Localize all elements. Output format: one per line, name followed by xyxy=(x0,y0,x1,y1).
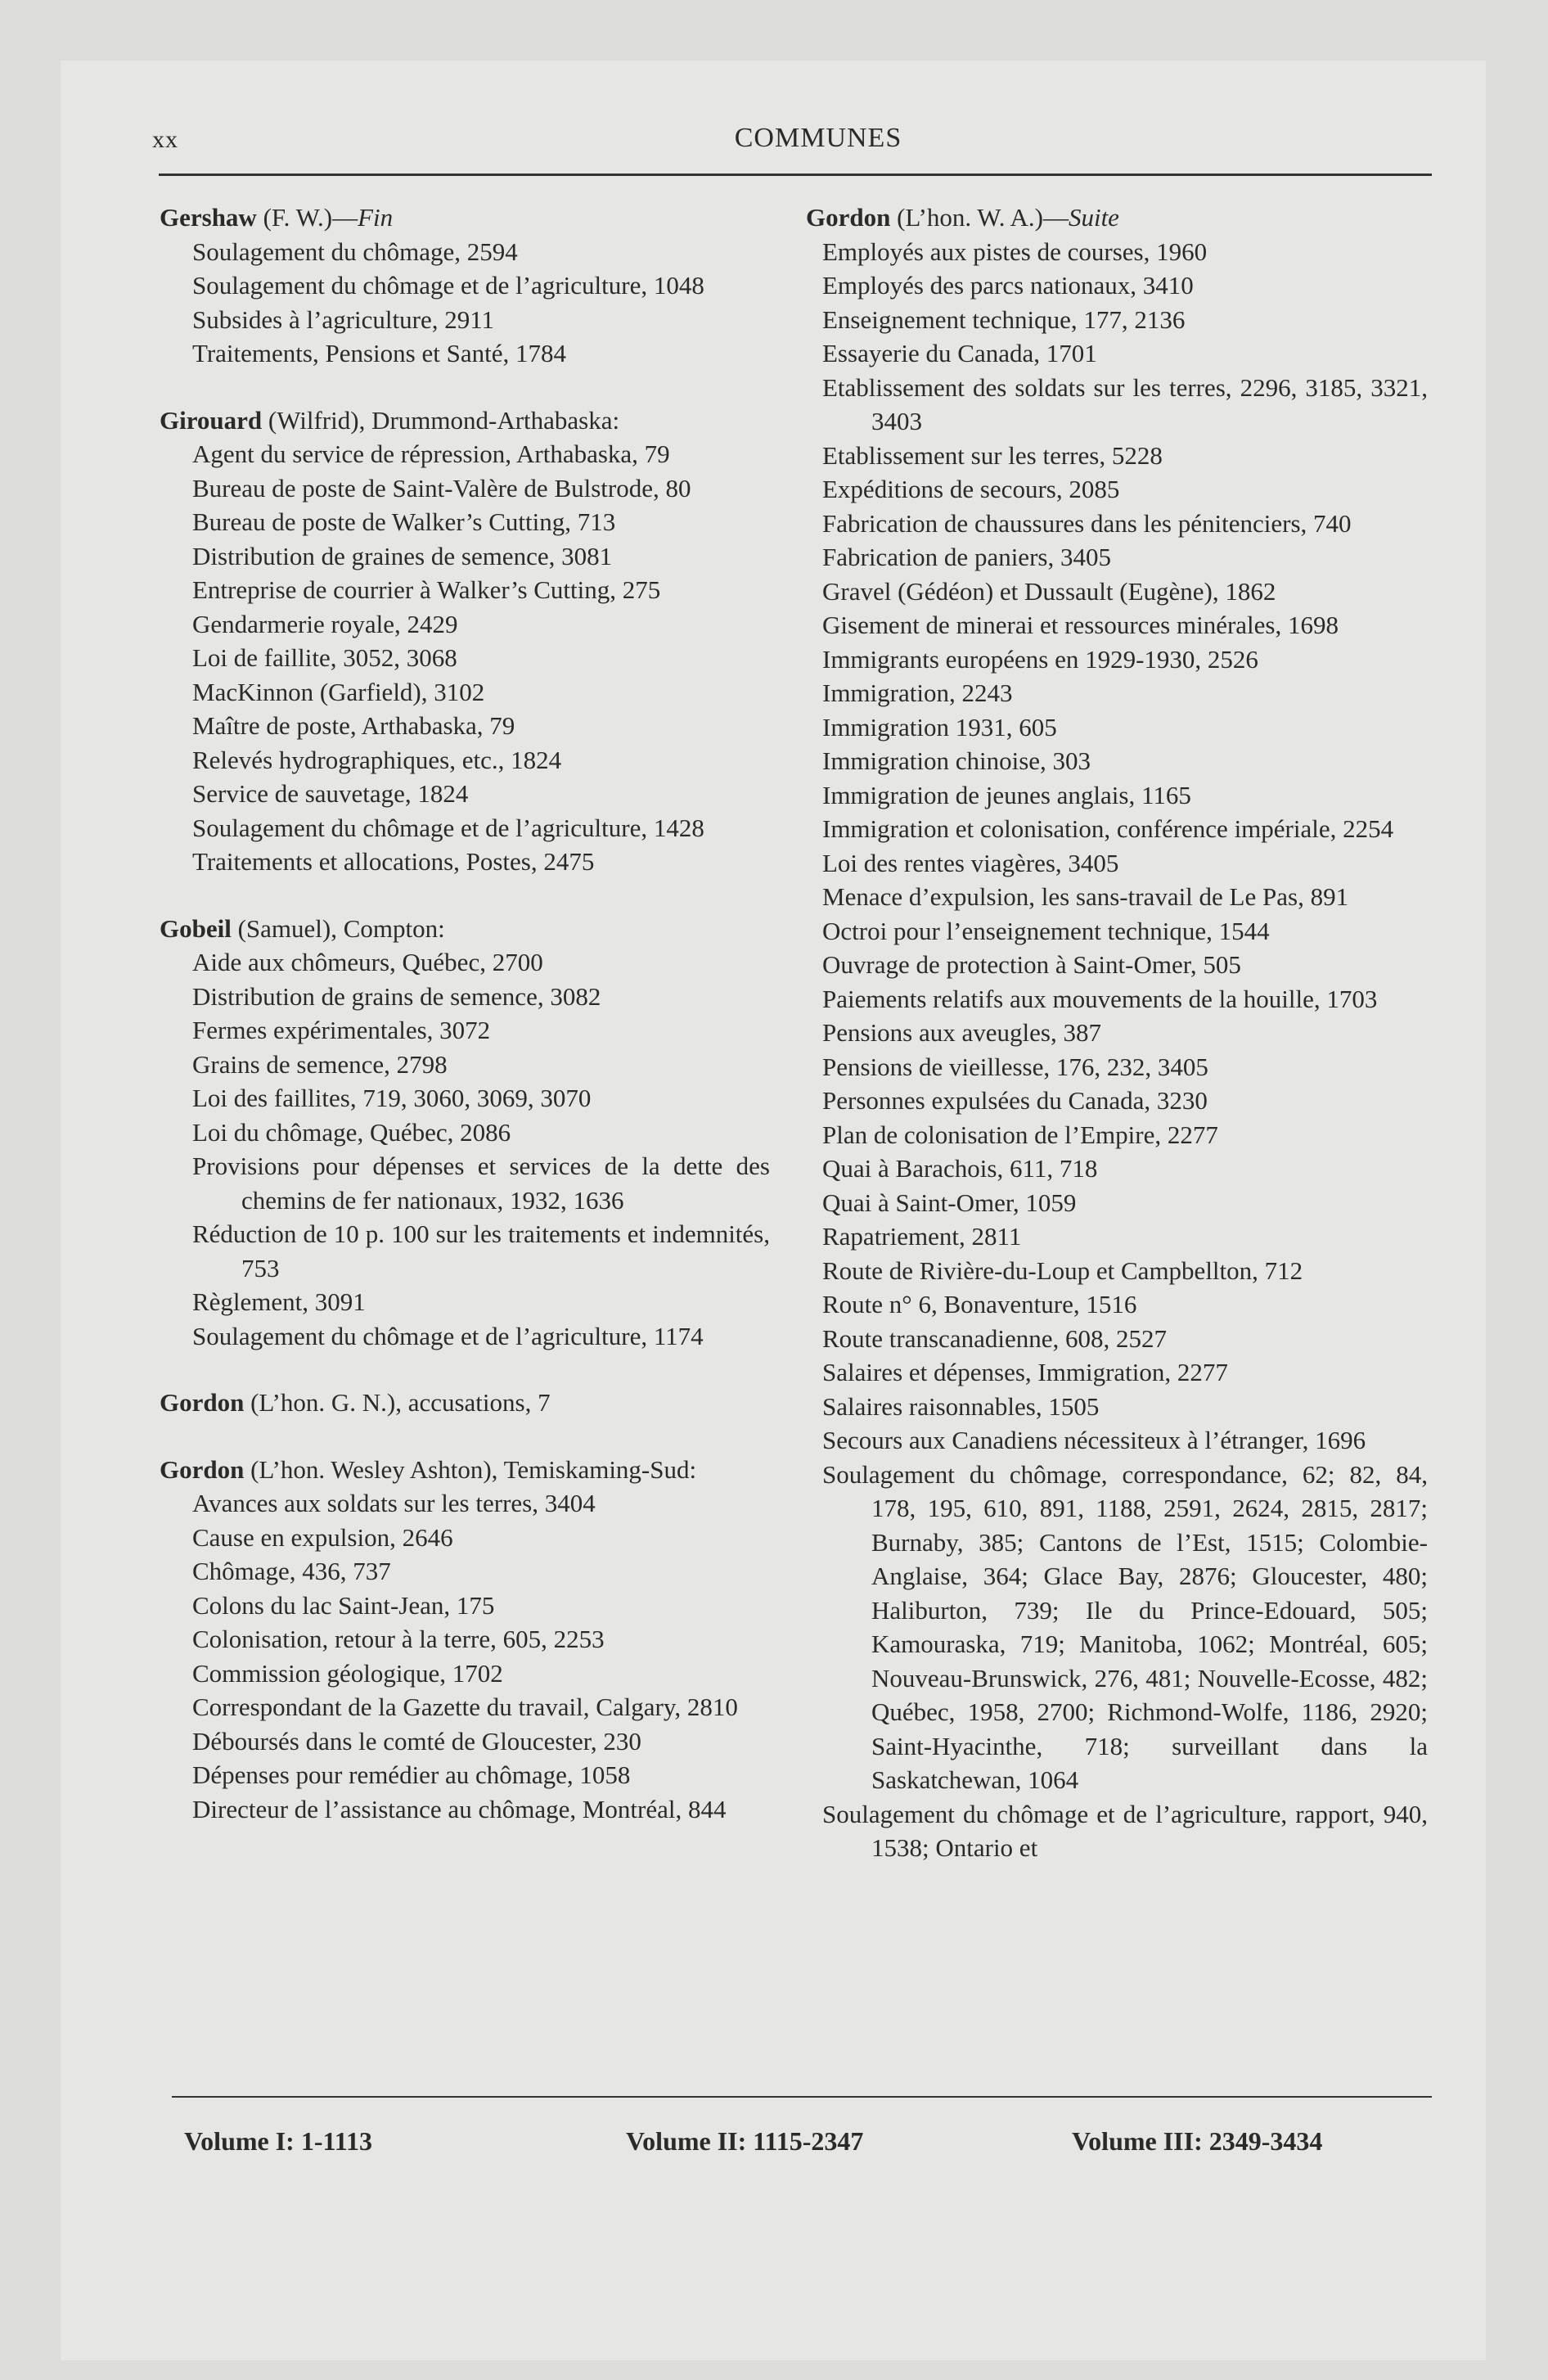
sub-entry: Expéditions de secours, 2085 xyxy=(822,475,1120,503)
sub-entry: Soulagement du chômage, correspondance, 62; 82, 84, 178, 195, 610, 891, 1188, 2591, 2624, 2815, 2817; Burnaby, 385; Cantons de l’Est, 1515; Colombie-Anglaise, 364; Glace Bay, 2876; Gloucester, 480; Haliburton, 739; Ile du Prince-Edouard, 505; Kamouraska, 719; Manitoba, 1062; Montréal, 605; Nouveau-Brunswick, 276, 481; Nouvelle-Ecosse, 482; Québec, 1958, 2700; Richmond-Wolfe, 1186, 2920; Saint-Hyacinthe, 718; surveillant dans la Saskatchewan, 1064 xyxy=(822,1459,1428,1794)
sub-entry: Quai à Barachois, 611, 718 xyxy=(822,1154,1098,1183)
sub-entry: Quai à Saint-Omer, 1059 xyxy=(822,1188,1077,1217)
volume-2-range: Volume II: 1115-2347 xyxy=(626,2126,864,2156)
entry-name: Girouard xyxy=(160,405,263,435)
sub-entry: Rapatriement, 2811 xyxy=(822,1222,1022,1251)
sub-entry-list xyxy=(160,1486,770,1826)
sub-entry: Essayerie du Canada, 1701 xyxy=(822,339,1097,367)
entry-heading-rest: (F. W.)— xyxy=(256,203,358,232)
sub-entry: Colons du lac Saint-Jean, 175 xyxy=(192,1590,495,1620)
sub-entry: Personnes expulsées du Canada, 3230 xyxy=(822,1086,1208,1115)
sub-entry: Soulagement du chômage et de l’agriculture, rapport, 940, 1538; Ontario et xyxy=(822,1799,1428,1862)
index-entry-gobeil xyxy=(160,912,770,1354)
sub-entry: Immigration, 2243 xyxy=(822,678,1013,707)
entry-name: Gordon xyxy=(160,1388,245,1417)
sub-entry: Etablissement des soldats sur les terres, 2296, 3185, 3321, 3403 xyxy=(822,372,1428,435)
sub-entry: Employés des parcs nationaux, 3410 xyxy=(822,271,1194,300)
entry-name: Gobeil xyxy=(160,913,232,943)
entry-heading xyxy=(160,912,770,946)
sub-entry: Service de sauvetage, 1824 xyxy=(192,779,469,808)
sub-entry: Soulagement du chômage et de l’agriculture, 1048 xyxy=(192,271,704,300)
sub-entry: Relevés hydrographiques, etc., 1824 xyxy=(192,745,562,774)
sub-entry: Ouvrage de protection à Saint-Omer, 505 xyxy=(822,950,1241,979)
sub-entry: Employés aux pistes de courses, 1960 xyxy=(822,237,1208,266)
sub-entry: Immigration chinoise, 303 xyxy=(822,746,1091,775)
sub-entry: Soulagement du chômage, 2594 xyxy=(192,237,518,266)
sub-entry: Grains de semence, 2798 xyxy=(192,1049,448,1079)
sub-entry: Immigrants européens en 1929-1930, 2526 xyxy=(822,644,1258,674)
sub-entry: Route transcanadienne, 608, 2527 xyxy=(822,1323,1167,1353)
sub-entry: Loi des rentes viagères, 3405 xyxy=(822,848,1119,877)
sub-entry: Fabrication de paniers, 3405 xyxy=(822,543,1111,571)
sub-entry: Gendarmerie royale, 2429 xyxy=(192,609,458,638)
sub-entry: Entreprise de courrier à Walker’s Cutting, 275 xyxy=(192,575,661,604)
sub-entry: Route de Rivière-du-Loup et Campbellton, 712 xyxy=(822,1255,1303,1285)
sub-entry: Menace d’expulsion, les sans-travail de Le Pas, 891 xyxy=(822,882,1349,911)
sub-entry-list xyxy=(806,235,1428,1865)
entry-name: Gordon xyxy=(806,203,891,232)
page-number: xx xyxy=(152,126,178,153)
sub-entry: Bureau de poste de Saint-Valère de Bulstrode, 80 xyxy=(192,473,691,503)
sub-entry: Enseignement technique, 177, 2136 xyxy=(822,304,1186,334)
sub-entry: Pensions de vieillesse, 176, 232, 3405 xyxy=(822,1052,1208,1081)
sub-entry: Commission géologique, 1702 xyxy=(192,1658,503,1688)
sub-entry: Maître de poste, Arthabaska, 79 xyxy=(192,711,515,740)
sub-entry-list xyxy=(160,235,770,371)
sub-entry: MacKinnon (Garfield), 3102 xyxy=(192,677,485,706)
sub-entry: Distribution de grains de semence, 3082 xyxy=(192,981,601,1011)
sub-entry: Traitements, Pensions et Santé, 1784 xyxy=(192,339,566,367)
sub-entry: Réduction de 10 p. 100 sur les traitements et indemnités, 753 xyxy=(192,1219,770,1282)
header-rule xyxy=(159,174,1432,176)
sub-entry: Traitements et allocations, Postes, 2475 xyxy=(192,847,595,876)
sub-entry: Dépenses pour remédier au chômage, 1058 xyxy=(192,1760,631,1789)
entry-heading-rest: (Wilfrid), Drummond-Arthabaska: xyxy=(262,405,620,435)
sub-entry: Soulagement du chômage et de l’agriculture, 1174 xyxy=(192,1321,704,1350)
volume-1-range: Volume I: 1-1113 xyxy=(184,2126,372,2156)
sub-entry-list xyxy=(160,437,770,879)
sub-entry: Déboursés dans le comté de Gloucester, 230 xyxy=(192,1726,641,1756)
sub-entry: Paiements relatifs aux mouvements de la houille, 1703 xyxy=(822,984,1378,1013)
sub-entry-list xyxy=(160,945,770,1353)
entry-heading-rest: (L’hon. G. N.), accusations, 7 xyxy=(244,1388,551,1417)
sub-entry: Route n° 6, Bonaventure, 1516 xyxy=(822,1290,1137,1318)
entry-name: Gershaw xyxy=(160,203,257,232)
sub-entry: Fabrication de chaussures dans les pénitenciers, 740 xyxy=(822,508,1352,538)
entry-heading-rest: (L’hon. W. A.)— xyxy=(890,203,1069,232)
footer-rule xyxy=(172,2096,1432,2098)
sub-entry: Bureau de poste de Walker’s Cutting, 713 xyxy=(192,507,616,536)
sub-entry: Soulagement du chômage et de l’agriculture, 1428 xyxy=(192,813,704,842)
running-head: COMMUNES xyxy=(734,123,902,153)
sub-entry: Immigration et colonisation, conférence impériale, 2254 xyxy=(822,814,1394,843)
entry-heading-tag: Suite xyxy=(1068,203,1119,232)
sub-entry: Directeur de l’assistance au chômage, Montréal, 844 xyxy=(192,1794,727,1823)
sub-entry: Immigration de jeunes anglais, 1165 xyxy=(822,780,1191,809)
entry-heading-rest: (Samuel), Compton: xyxy=(231,913,445,943)
sub-entry: Etablissement sur les terres, 5228 xyxy=(822,440,1163,470)
sub-entry: Agent du service de répression, Arthabaska, 79 xyxy=(192,439,670,468)
sub-entry: Provisions pour dépenses et services de la dette des chemins de fer nationaux, 1932, 1636 xyxy=(192,1152,770,1215)
sub-entry: Pensions aux aveugles, 387 xyxy=(822,1018,1101,1047)
entry-heading xyxy=(160,1386,770,1420)
sub-entry: Secours aux Canadiens nécessiteux à l’étranger, 1696 xyxy=(822,1426,1366,1454)
entry-heading-rest: (L’hon. Wesley Ashton), Temiskaming-Sud: xyxy=(244,1454,697,1484)
sub-entry: Loi des faillites, 719, 3060, 3069, 3070 xyxy=(192,1084,592,1112)
sub-entry: Fermes expérimentales, 3072 xyxy=(192,1016,491,1044)
sub-entry: Règlement, 3091 xyxy=(192,1287,366,1316)
right-column xyxy=(806,201,1428,1865)
sub-entry: Immigration 1931, 605 xyxy=(822,712,1057,741)
sub-entry: Aide aux chômeurs, Québec, 2700 xyxy=(192,948,543,976)
left-column xyxy=(160,201,770,1826)
entry-name: Gordon xyxy=(160,1454,245,1484)
volume-3-range: Volume III: 2349-3434 xyxy=(1072,2126,1323,2156)
sub-entry: Salaires et dépenses, Immigration, 2277 xyxy=(822,1358,1228,1386)
entry-heading xyxy=(160,1453,770,1487)
entry-heading xyxy=(160,201,770,235)
entry-heading-tag: Fin xyxy=(358,203,394,232)
sub-entry: Subsides à l’agriculture, 2911 xyxy=(192,304,495,334)
sub-entry: Gisement de minerai et ressources minérales, 1698 xyxy=(822,611,1339,639)
sub-entry: Distribution de graines de semence, 3081 xyxy=(192,541,613,570)
sub-entry: Octroi pour l’enseignement technique, 1544 xyxy=(822,916,1270,945)
sub-entry: Avances aux soldats sur les terres, 3404 xyxy=(192,1489,596,1517)
sub-entry: Salaires raisonnables, 1505 xyxy=(822,1391,1100,1421)
sub-entry: Gravel (Gédéon) et Dussault (Eugène), 1862 xyxy=(822,576,1276,606)
sub-entry: Cause en expulsion, 2646 xyxy=(192,1522,453,1552)
sub-entry: Loi de faillite, 3052, 3068 xyxy=(192,643,457,672)
entry-heading xyxy=(806,201,1428,235)
index-entry-girouard xyxy=(160,403,770,879)
entry-heading xyxy=(160,403,770,438)
sub-entry: Chômage, 436, 737 xyxy=(192,1557,391,1585)
sub-entry: Plan de colonisation de l’Empire, 2277 xyxy=(822,1120,1218,1149)
sub-entry: Colonisation, retour à la terre, 605, 2253 xyxy=(192,1625,605,1653)
sub-entry: Loi du chômage, Québec, 2086 xyxy=(192,1117,511,1147)
index-entry-gershaw xyxy=(160,201,770,371)
sub-entry: Correspondant de la Gazette du travail, Calgary, 2810 xyxy=(192,1693,738,1721)
index-entry-gordon-suite xyxy=(806,201,1428,1865)
index-entry-gordon-wa xyxy=(160,1453,770,1827)
index-entry-gordon-gn xyxy=(160,1386,770,1420)
